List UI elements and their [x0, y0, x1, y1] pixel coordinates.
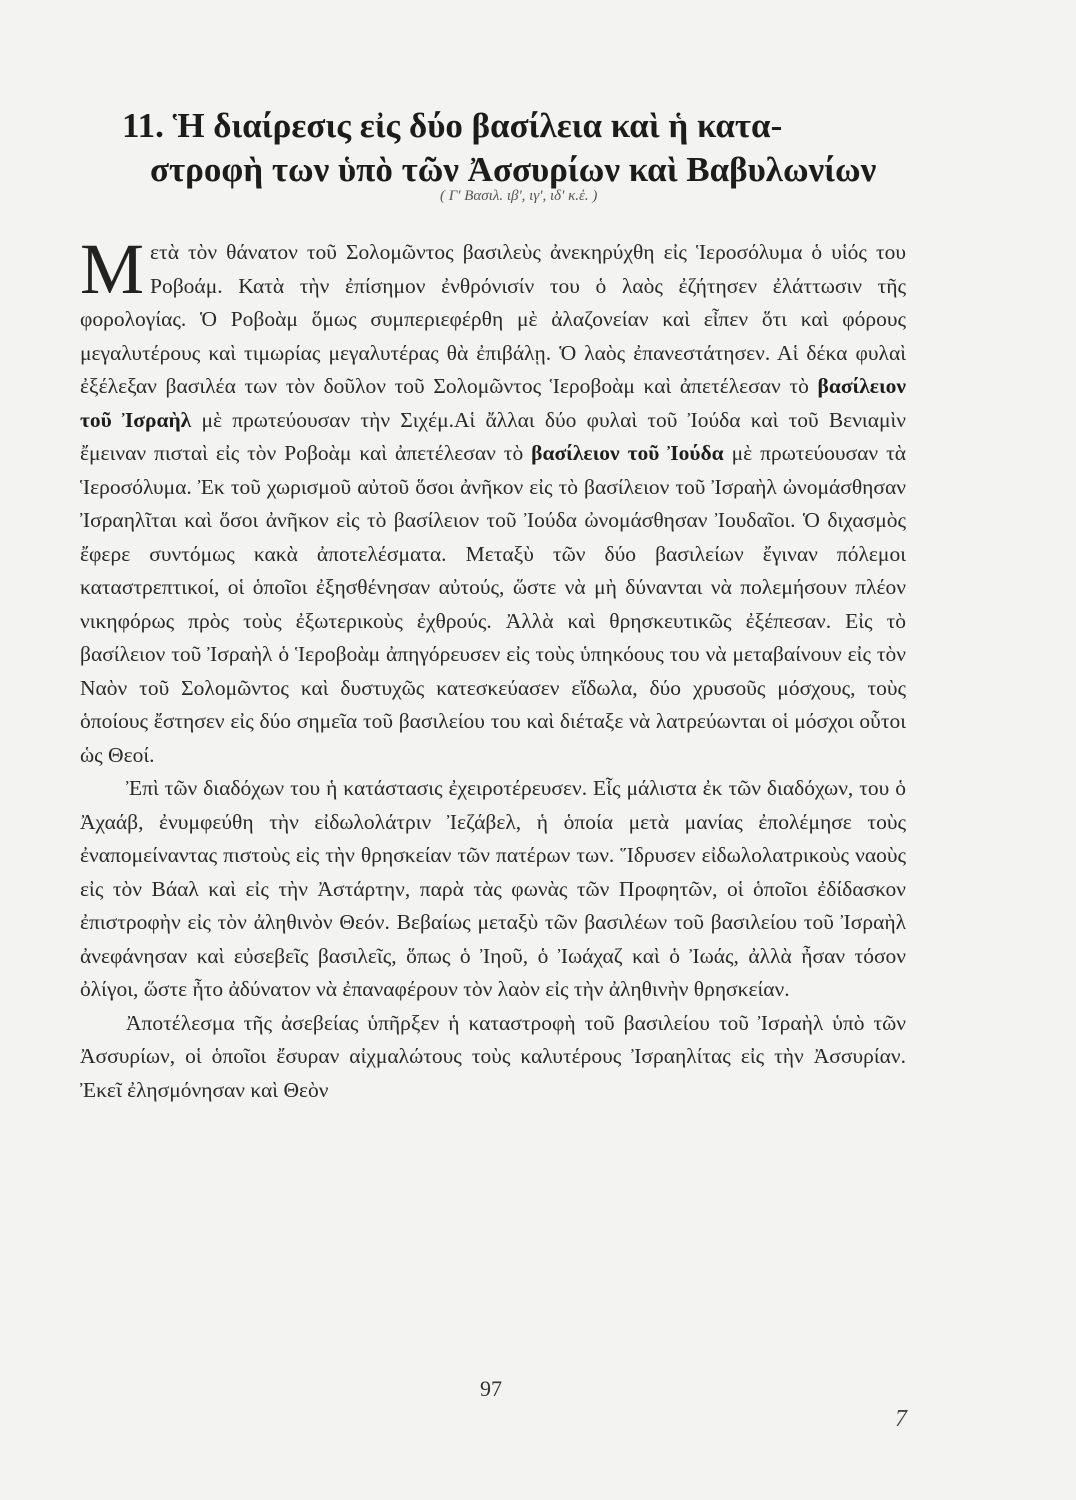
paragraph-1-part-a: ετὰ τὸν θάνατον τοῦ Σολομῶντος βασιλεὺς ἀνεκηρύχθη εἰς Ἱεροσόλυμα ὁ υἱός του Ροβοάμ. Κατὰ τὴν ἐπίσημον ἐνθρόνισίν του ὁ λαὸς ἐζήτησεν ἐλάττωσιν τῆς φορολογίας. Ὁ Ροβοὰμ ὅμως συμπεριεφέρθη μὲ ἀλαζονείαν καὶ εἶπεν ὅτι καὶ φόρους μεγαλυτέρους καὶ τιμωρίας μεγαλυτέρας θὰ ἐπιβάλῃ. Ὁ λαὸς ἐπανεστάτησεν. Αἱ δέκα φυλαὶ ἐξέλεξαν βασιλέα των τὸν δοῦλον τοῦ Σολομῶντος Ἱεροβοὰμ καὶ ἀπετέλεσαν τὸ [80, 240, 906, 398]
kingdom-judah-term: βασίλειον τοῦ Ἰούδα [531, 441, 724, 465]
signature-mark: 7 [895, 1406, 907, 1432]
scripture-reference: ( Γ' Βασιλ. ιβ', ιγ', ιδ' κ.ἑ. ) [440, 188, 598, 204]
chapter-title-line-2: στροφὴ των ὑπὸ τῶν Ἀσσυρίων καὶ Βαβυλωνίων [150, 150, 877, 189]
body-text [80, 229, 906, 1107]
chapter-title-line-1: 11. Ἡ διαίρεσις εἰς δύο βασίλεια καὶ ἡ κατα- [122, 106, 783, 145]
paragraph-2: Ἐπὶ τῶν διαδόχων του ἡ κατάστασις ἐχειροτέρευσεν. Εἷς μάλιστα ἐκ τῶν διαδόχων, του ὁ Ἀχαάβ, ἐνυμφεύθη τὴν εἰδωλολάτριν Ἰεζάβελ, ἡ ὁποία μετὰ μανίας ἐπολέμησε τοὺς ἐναπομείναντας πιστοὺς εἰς τὴν θρησκείαν τῶν πατέρων των. Ἵδρυσεν εἰδωλολατρικοὺς ναοὺς εἰς τὸν Βάαλ καὶ εἰς τὴν Ἀστάρτην, παρὰ τὰς φωνὰς τῶν Προφητῶν, οἱ ὁποῖοι ἐδίδασκον ἐπιστροφὴν εἰς τὸν ἀληθινὸν Θεόν. Βεβαίως μεταξὺ τῶν βασιλέων τοῦ βασιλείου τοῦ Ἰσραὴλ ἀνεφάνησαν καὶ εὐσεβεῖς βασιλεῖς, ὅπως ὁ Ἰηοῦ, ὁ Ἰωάχαζ καὶ ὁ Ἰωάς, ἀλλὰ ἦσαν τόσον ὀλίγοι, ὥστε ἦτο ἀδύνατον νὰ ἐπαναφέρουν τὸν λαὸν εἰς τὴν ἀληθινὴν θρησκείαν. [80, 776, 906, 1001]
drop-cap: Μ [80, 229, 145, 309]
page-number: 97 [480, 1376, 502, 1401]
chapter-title [122, 104, 922, 192]
paragraph-3: Ἀποτέλεσμα τῆς ἀσεβείας ὑπῆρξεν ἡ καταστροφὴ τοῦ βασιλείου τοῦ Ἰσραὴλ ὑπὸ τῶν Ἀσσυρίων, οἱ ὁποῖοι ἔσυραν αἰχμαλώτους τοὺς καλυτέρους Ἰσραηλίτας εἰς τὴν Ἀσσυρίαν. Ἐκεῖ ἐλησμόνησαν καὶ Θεὸν [80, 1010, 906, 1102]
paragraph-1-part-b: μὲ πρωτεύουσαν τὴν Σιχέμ.Αἱ ἄλλαι δύο φυλαὶ τοῦ Ἰούδα καὶ τοῦ Βενιαμὶν ἔμειναν πισταὶ εἰς τὸν Ροβοὰμ καὶ ἀπετέλεσαν τὸ [80, 407, 906, 465]
paragraph-1-part-c: μὲ πρωτεύουσαν τὰ Ἱεροσόλυμα. Ἐκ τοῦ χωρισμοῦ αὐτοῦ ὅσοι ἀνῆκον εἰς τὸ βασίλειον τοῦ Ἰσραὴλ ὠνομάσθησαν Ἰσραηλῖται καὶ ὅσοι ἀνῆκον εἰς τὸ βασίλειον τοῦ Ἰούδα ὠνομάσθησαν Ἰουδαῖοι. Ὁ διχασμὸς ἔφερε συντόμως κακὰ ἀποτελέσματα. Μεταξὺ τῶν δύο βασιλείων ἔγιναν πόλεμοι καταστρεπτικοί, οἱ ὁποῖοι ἐξησθένησαν αὐτούς, ὥστε νὰ μὴ δύνανται νὰ πολεμήσουν πλέον νικηφόρως πρὸς τοὺς ἐξωτερικοὺς ἐχθρούς. Ἀλλὰ καὶ θρησκευτικῶς ἐξέπεσαν. Εἰς τὸ βασίλειον τοῦ Ἰσραὴλ ὁ Ἱεροβοὰμ ἀπηγόρευσεν εἰς τοὺς ὑπηκόους του νὰ μεταβαίνουν εἰς τὸν Ναὸν τοῦ Σολομῶντος καὶ δυστυχῶς κατεσκεύασεν εἴδωλα, δύο χρυσοῦς μόσχους, τοὺς ὁποίους ἔστησεν εἰς δύο σημεῖα τοῦ βασιλείου του καὶ διέταξε νὰ λατρεύωνται οἱ μόσχοι οὗτοι ὡς Θεοί. [80, 441, 906, 767]
kingdom-israel-term: βασίλειον τοῦ Ἰσραὴλ [80, 374, 906, 432]
paragraph-1 [80, 229, 906, 772]
